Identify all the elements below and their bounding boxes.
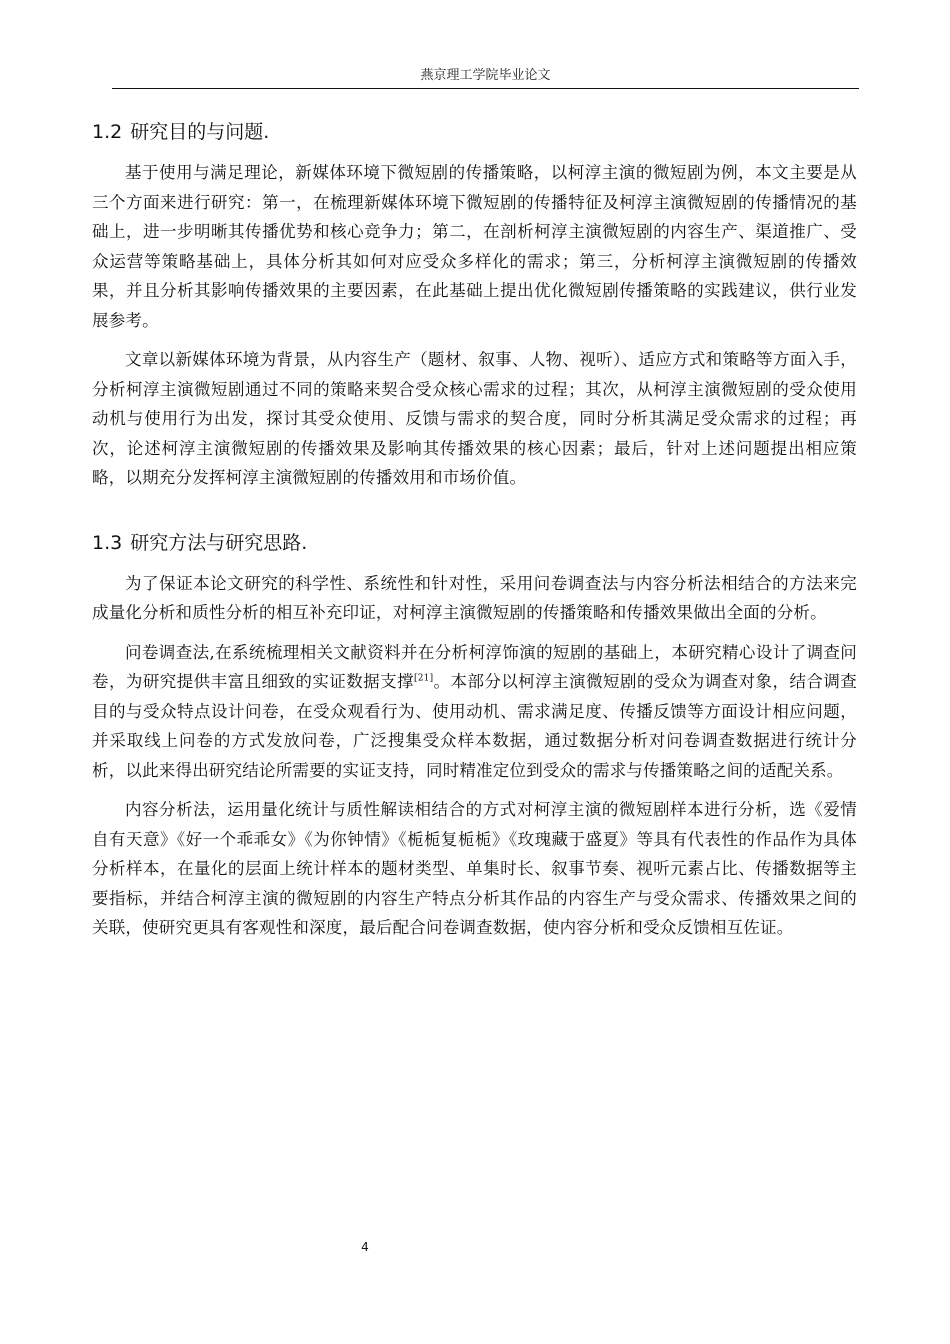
paragraph-text: 。本部分以柯淳主演微短剧的受众为调查对象，结合调查目的与受众特点设计问卷，在受众观看行为、使用动机、需求满足度、传播反馈等方面设计相应问题，并采取线上问卷的方式发放问卷，广泛搜集受众样本数据，通过数据分析对问卷调查数据进行统计分析，以此来得出研究结论所需要的实证支持，同时精准定位到受众的需求与传播策略之间的适配关系。: [92, 672, 857, 780]
paragraph: 为了保证本论文研究的科学性、系统性和针对性，采用问卷调查法与内容分析法相结合的方法来完成量化分析和质性分析的相互补充印证，对柯淳主演微短剧的传播策略和传播效果做出全面的分析。: [92, 573, 857, 622]
section-title: 研究方法与研究思路.: [130, 531, 308, 554]
paragraph-content-analysis: 内容分析法，运用量化统计与质性解读相结合的方式对柯淳主演的微短剧样本进行分析，选《爱情自有天意》《好一个乖乖女》《为你钟情》《栀栀复栀栀》《玫瑰藏于盛夏》等具有代表性的作品作为具体分析样本，在量化的层面上统计样本的题材类型、单集时长、叙事节奏、视听元素占比、传播数据等主要指标，并结合柯淳主演的微短剧的内容生产特点分析其作品的内容生产与受众需求、传播效果之间的关联，使研究更具有客观性和深度，最后配合问卷调查数据，使内容分析和受众反馈相互佐证。: [92, 800, 857, 937]
paragraph: 文章以新媒体环境为背景，从内容生产（题材、叙事、人物、视听）、适应方式和策略等方面入手，分析柯淳主演微短剧通过不同的策略来契合受众核心需求的过程；其次，从柯淳主演微短剧的受众使用动机与使用行为出发，探讨其受众使用、反馈与需求的契合度，同时分析其满足受众需求的过程；再次，论述柯淳主演微短剧的传播效果及影响其传播效果的核心因素；最后，针对上述问题提出相应策略，以期充分发挥柯淳主演微短剧的传播效用和市场价值。: [92, 350, 857, 487]
section-number: 1.3: [92, 531, 123, 554]
section-heading-1-3: [92, 531, 857, 555]
page-body: [92, 120, 857, 943]
paragraph: 基于使用与满足理论，新媒体环境下微短剧的传播策略，以柯淳主演的微短剧为例，本文主要是从三个方面来进行研究：第一，在梳理新媒体环境下微短剧的传播特征及柯淳主演微短剧的传播情况的基础上，进一步明晰其传播优势和核心竞争力；第二，在剖析柯淳主演微短剧的内容生产、渠道推广、受众运营等策略基础上，具体分析其如何对应受众多样化的需求；第三，分析柯淳主演微短剧的传播效果，并且分析其影响传播效果的主要因素，在此基础上提出优化微短剧传播策略的实践建议，供行业发展参考。: [92, 163, 857, 330]
citation-marker: [21]: [414, 673, 434, 684]
paragraph-survey-method: [92, 638, 857, 786]
section-title: 研究目的与问题.: [130, 121, 270, 143]
page-number: 4: [361, 1240, 369, 1254]
header-rule: [112, 88, 859, 89]
section-heading-1-2: [92, 120, 857, 144]
page-header: 燕京理工学院毕业论文: [420, 68, 551, 83]
section-number: 1.2: [92, 121, 123, 143]
paragraph-text: 问卷调查法,在系统梳理相关文献资料并在分析柯淳饰演的短剧的基础上，本研究精心设计了调查问卷，为研究提供丰富且细致的实证数据支撑: [92, 642, 857, 691]
